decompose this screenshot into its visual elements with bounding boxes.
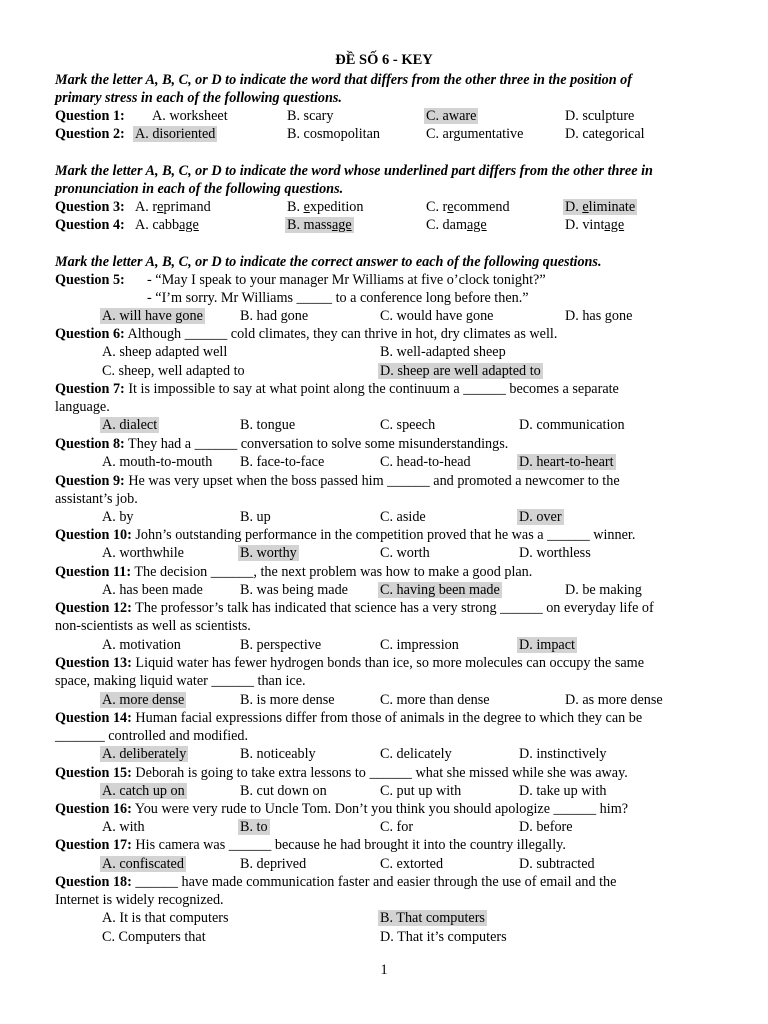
q13-stem-line2: space, making liquid water ______ than ice.	[55, 673, 306, 689]
q1-option-a: A. worksheet	[152, 108, 228, 124]
q11-option-a: A. has been made	[102, 582, 203, 598]
q9-option-b: B. up	[240, 509, 271, 525]
q7-stem: Question 7: It is impossible to say at what point along the continuum a ______ becomes a separate	[55, 381, 619, 397]
q6-option-b: B. well-adapted sheep	[380, 344, 506, 360]
q5-dialogue-line2: - “I’m sorry. Mr Williams _____ to a conference long before then.”	[147, 290, 529, 306]
q6-stem: Question 6: Although ______ cold climates, they can thrive in hot, dry climates as well.	[55, 326, 558, 342]
q8-option-d: D. heart-to-heart	[519, 454, 614, 470]
q9-option-a: A. by	[102, 509, 134, 525]
q11-option-c: C. having been made	[380, 582, 500, 598]
q9-option-d: D. over	[519, 509, 562, 525]
q4-option-d: D. vintage	[565, 217, 625, 233]
q2-option-b: B. cosmopolitan	[287, 126, 381, 142]
q2-option-c: C. argumentative	[426, 126, 524, 142]
q3-label: Question 3:	[55, 199, 125, 215]
q7-option-d: D. communication	[519, 417, 625, 433]
q13-stem: Question 13: Liquid water has fewer hydrogen bonds than ice, so more molecules can occupy the same	[55, 655, 645, 671]
q4-option-b: B. massage	[287, 217, 352, 233]
q14-stem: Question 14: Human facial expressions differ from those of animals in the degree to which they can be	[55, 710, 643, 726]
q17-option-b: B. deprived	[240, 856, 307, 872]
q13-option-a: A. more dense	[102, 692, 185, 708]
q12-option-d: D. impact	[519, 637, 575, 653]
q11-option-b: B. was being made	[240, 582, 348, 598]
q6-option-a: A. sheep adapted well	[102, 344, 228, 360]
q12-stem: Question 12: The professor’s talk has indicated that science has a very strong ______ on everyday life of	[55, 600, 654, 616]
section2-instruction-line2: pronunciation in each of the following questions.	[55, 181, 344, 197]
q15-option-a: A. catch up on	[102, 783, 185, 799]
q5-option-c: C. would have gone	[380, 308, 494, 324]
q16-option-d: D. before	[519, 819, 573, 835]
q5-option-b: B. had gone	[240, 308, 309, 324]
section3-instruction: Mark the letter A, B, C, or D to indicate the correct answer to each of the following questions.	[55, 254, 602, 270]
q11-option-d: D. be making	[565, 582, 642, 598]
q7-option-c: C. speech	[380, 417, 436, 433]
q1-option-c: C. aware	[426, 108, 477, 124]
q14-stem-line2: _______ controlled and modified.	[55, 728, 249, 744]
q12-option-c: C. impression	[380, 637, 459, 653]
q15-option-d: D. take up with	[519, 783, 607, 799]
q18-option-d: D. That it’s computers	[380, 929, 507, 945]
q17-option-d: D. subtracted	[519, 856, 595, 872]
q10-option-c: C. worth	[380, 545, 430, 561]
q17-option-a: A. confiscated	[102, 856, 184, 872]
q3-option-c: C. recommend	[426, 199, 510, 215]
page-number: 1	[380, 962, 388, 978]
q5-option-a: A. will have gone	[102, 308, 203, 324]
q15-option-c: C. put up with	[380, 783, 462, 799]
q6-option-d: D. sheep are well adapted to	[380, 363, 541, 379]
q18-stem: Question 18: ______ have made communication faster and easier through the use of email and the	[55, 874, 617, 890]
q9-stem-line2: assistant’s job.	[55, 491, 138, 507]
q17-stem: Question 17: His camera was ______ because he had brought it into the country illegally.	[55, 837, 566, 853]
section1-instruction-line1: Mark the letter A, B, C, or D to indicate the word that differs from the other three in the position of	[55, 72, 633, 88]
q2-label: Question 2:	[55, 126, 125, 142]
q15-stem: Question 15: Deborah is going to take extra lessons to ______ what she missed while she was away.	[55, 765, 628, 781]
q12-option-a: A. motivation	[102, 637, 181, 653]
q18-stem-line2: Internet is widely recognized.	[55, 892, 224, 908]
q5-label: Question 5:	[55, 272, 125, 288]
q13-option-d: D. as more dense	[565, 692, 663, 708]
q7-option-b: B. tongue	[240, 417, 296, 433]
q2-option-d: D. categorical	[565, 126, 645, 142]
q16-option-a: A. with	[102, 819, 145, 835]
q12-stem-line2: non-scientists as well as scientists.	[55, 618, 251, 634]
q7-stem-line2: language.	[55, 399, 110, 415]
q16-option-b: B. to	[240, 819, 268, 835]
q10-stem: Question 10: John’s outstanding performance in the competition proved that he was a ______ winner.	[55, 527, 636, 543]
q11-stem: Question 11: The decision ______, the next problem was how to make a good plan.	[55, 564, 533, 580]
q16-option-c: C. for	[380, 819, 414, 835]
q8-stem: Question 8: They had a ______ conversation to solve some misunderstandings.	[55, 436, 509, 452]
q5-dialogue-line1: - “May I speak to your manager Mr Williams at five o’clock tonight?”	[147, 272, 546, 288]
q18-option-a: A. It is that computers	[102, 910, 229, 926]
q13-option-c: C. more than dense	[380, 692, 490, 708]
q10-option-d: D. worthless	[519, 545, 591, 561]
q9-stem: Question 9: He was very upset when the boss passed him ______ and promoted a newcomer to the	[55, 473, 620, 489]
page-title: ĐỀ SỐ 6 - KEY	[335, 52, 433, 68]
q9-option-c: C. aside	[380, 509, 426, 525]
q13-option-b: B. is more dense	[240, 692, 335, 708]
q5-option-d: D. has gone	[565, 308, 633, 324]
q14-option-b: B. noticeably	[240, 746, 316, 762]
q3-option-b: B. expedition	[287, 199, 364, 215]
q1-option-b: B. scary	[287, 108, 334, 124]
q18-option-c: C. Computers that	[102, 929, 206, 945]
q4-option-a: A. cabbage	[135, 217, 199, 233]
q18-option-b: B. That computers	[380, 910, 485, 926]
q16-stem: Question 16: You were very rude to Uncle Tom. Don’t you think you should apologize ______ him?	[55, 801, 629, 817]
q2-option-a: A. disoriented	[135, 126, 216, 142]
q3-option-a: A. reprimand	[135, 199, 211, 215]
q4-option-c: C. damage	[426, 217, 487, 233]
q3-option-d: D. eliminate	[565, 199, 636, 215]
q14-option-d: D. instinctively	[519, 746, 607, 762]
q6-option-c: C. sheep, well adapted to	[102, 363, 245, 379]
q1-option-d: D. sculpture	[565, 108, 635, 124]
q8-option-c: C. head-to-head	[380, 454, 471, 470]
q12-option-b: B. perspective	[240, 637, 322, 653]
q8-option-b: B. face-to-face	[240, 454, 325, 470]
q17-option-c: C. extorted	[380, 856, 444, 872]
q10-option-a: A. worthwhile	[102, 545, 184, 561]
q15-option-b: B. cut down on	[240, 783, 327, 799]
q14-option-c: C. delicately	[380, 746, 452, 762]
q8-option-a: A. mouth-to-mouth	[102, 454, 213, 470]
q7-option-a: A. dialect	[102, 417, 158, 433]
q14-option-a: A. deliberately	[102, 746, 187, 762]
section2-instruction-line1: Mark the letter A, B, C, or D to indicate the word whose underlined part differs from the other three in	[55, 163, 653, 179]
section1-instruction-line2: primary stress in each of the following questions.	[55, 90, 342, 106]
q10-option-b: B. worthy	[240, 545, 297, 561]
q1-label: Question 1:	[55, 108, 125, 124]
q4-label: Question 4:	[55, 217, 125, 233]
